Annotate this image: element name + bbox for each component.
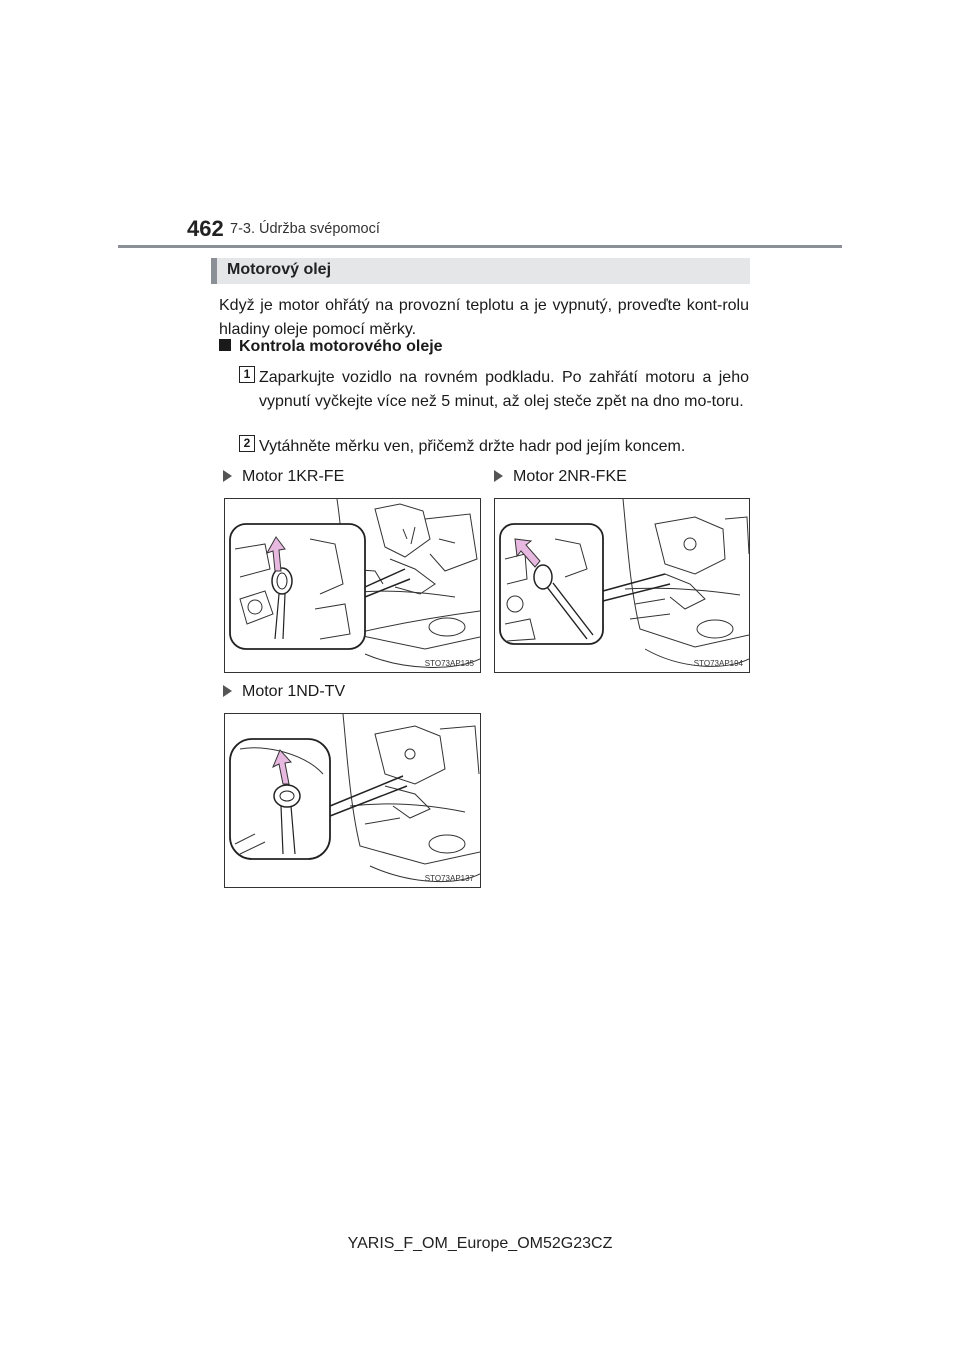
step-1-text: Zaparkujte vozidlo na rovném podkladu. Po zahřátí motoru a jeho vypnutí vyčkejte více než 5 minut, až olej steče zpět na dno mo-toru. bbox=[259, 369, 749, 410]
square-bullet-icon bbox=[219, 339, 231, 351]
section-title: Motorový olej bbox=[227, 261, 332, 278]
figure-1nd-tv bbox=[224, 713, 481, 888]
step-1-badge: 1 bbox=[239, 366, 255, 383]
figure-3-code: STO73AP137 bbox=[424, 874, 474, 883]
figure-2-code: STO73AP194 bbox=[693, 659, 743, 668]
intro-paragraph: Když je motor ohřátý na provozní teplotu a je vypnutý, proveďte kont-rolu hladiny oleje pomocí měrky. bbox=[219, 297, 749, 338]
figure-2-caption: Motor 2NR-FKE bbox=[494, 468, 627, 486]
figure-3-caption: Motor 1ND-TV bbox=[223, 683, 345, 701]
figure-1kr-fe bbox=[224, 498, 481, 673]
page-number: 462 bbox=[187, 216, 224, 241]
header-rule bbox=[118, 245, 842, 248]
section-accent bbox=[211, 258, 217, 284]
step-2-badge: 2 bbox=[239, 435, 255, 452]
step-2-text: Vytáhněte měrku ven, přičemž držte hadr pod jejím koncem. bbox=[259, 438, 686, 455]
engine-illustration-1nd bbox=[225, 714, 480, 887]
figure-1-code: STO73AP135 bbox=[424, 659, 474, 668]
triangle-bullet-icon bbox=[223, 470, 232, 482]
figure-1-caption: Motor 1KR-FE bbox=[223, 468, 344, 486]
triangle-bullet-icon bbox=[223, 685, 232, 697]
engine-illustration-2nr bbox=[495, 499, 749, 672]
subsection-title: Kontrola motorového oleje bbox=[239, 338, 443, 355]
chapter-title: 7-3. Údržba svépomocí bbox=[230, 221, 380, 237]
section-heading bbox=[211, 258, 750, 284]
figure-2nr-fke bbox=[494, 498, 750, 673]
engine-illustration-1kr bbox=[225, 499, 480, 672]
triangle-bullet-icon bbox=[494, 470, 503, 482]
document-footer: YARIS_F_OM_Europe_OM52G23CZ bbox=[347, 1235, 613, 1252]
subsection-heading bbox=[219, 338, 443, 356]
